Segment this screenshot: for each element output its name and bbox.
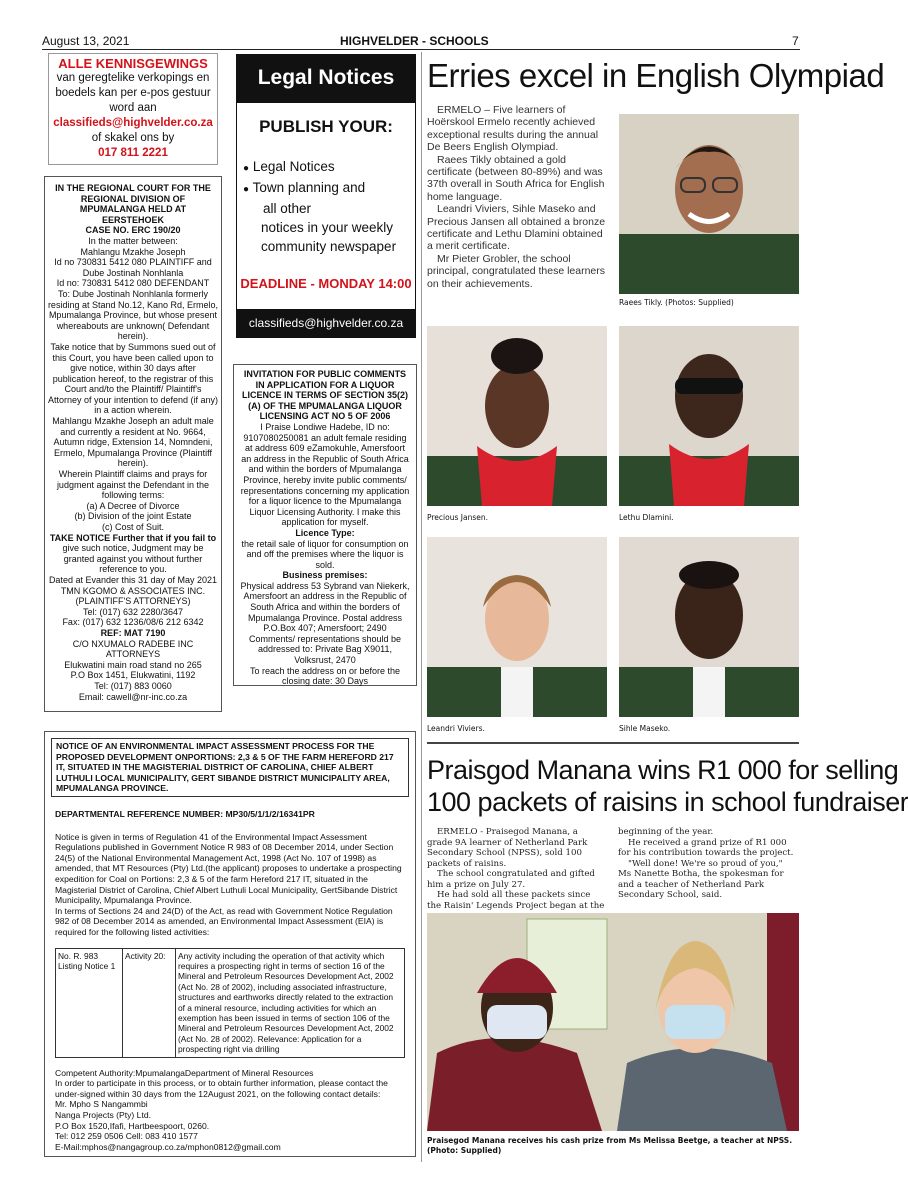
legal-item: notices in your weekly — [261, 220, 394, 235]
notice-line: REF: MAT 7190 — [100, 627, 166, 638]
notice-line: P.O.Box 407; Amersfoort; 2490 — [263, 623, 387, 634]
notice-line: I Praise Londiwe Hadebe, ID no: — [260, 421, 390, 432]
classifieds-phone[interactable]: 017 811 2221 — [98, 147, 168, 159]
eia-body: Notice is given in terms of Regulation 41 of the Environmental Impact Assessment Regulations published in Government Notice R 983 of 08 December 2014, under Section 24(5) of the National Environmental Management Act, 1998 (Act No. 107 of 1998) as amended, that MT Resources (Pty) Ltd.(the applicant) proposes to undertake a prospecting expedition for Coal on Portions: 2,3 & 5 of the farm Hereford 217 IT, situated in the Magisterial District of Carolina, Chief Albert Luthuli Local Municipality, GertSibande District Municipality, Mpumalanga Province. In terms of Sections 24 and 24(D) of the Act, as read with Government Notice Regulation 982 of 08 December 2014 as amended, an Environmental Impact Assessment (EIA) is required for the following listed activities: — [55, 831, 402, 937]
eia-table-activity: Activity 20: — [123, 948, 176, 1057]
article2-headline: Praisgod Manana wins R1 000 for selling 100 packets of raisins in school fundraiser — [427, 755, 908, 817]
notice-line: Competent Authority:MpumalangaDepartment of Mineral Resources — [55, 1067, 314, 1078]
notice-line: an address in the Republic of South Africa — [241, 453, 409, 464]
eia-heading: NOTICE OF AN ENVIRONMENTAL IMPACT ASSESSMENT PROCESS FOR THE PROPOSED DEVELOPMENT ONPORTIONS: 2,3 & 5 OF THE FARM HEREFORD 217 IT, SITUATED IN THE MAGISTERIAL DISTRICT OF CAROLINA, CHIEF ALBERT LUTHULI LOCAL MUNICIPALITY, GERT SIBANDE DISTRICT MUNICIPALITY AREA, MPUMALANGA PROVINCE. — [51, 738, 409, 797]
eia-table-listing: No. R. 983 Listing Notice 1 — [56, 948, 123, 1057]
notice-line: Nanga Projects (Pty) Ltd. — [55, 1109, 152, 1120]
notice-line: Mahlangu Mzakhe Joseph — [80, 246, 186, 257]
notice-line: Comments/ representations should be — [248, 633, 402, 644]
caption-praisegod: Praisegod Manana receives his cash prize from Ms Melissa Beetge, a teacher at NPSS. (Photo: Supplied) — [427, 1136, 793, 1155]
notice-line: Mpumalanga Province. Postal address — [247, 612, 403, 623]
notice-line: In the matter between: — [88, 235, 178, 246]
notice-line: Ermelo, Mpumalanga Province (Plaintiff — [54, 447, 212, 458]
award-photo-image — [427, 913, 799, 1131]
notice-line: judgment against the Defendant in the — [56, 479, 210, 490]
legal-item: all other — [263, 201, 312, 216]
legal-notices-title: Legal Notices — [237, 55, 415, 103]
classifieds-line: boedels kan per e-pos gestuur — [55, 87, 211, 99]
notice-line: Business premises: — [282, 570, 368, 581]
legal-item: ● Town planning and — [243, 180, 366, 195]
notice-line: Id no 730831 5412 080 PLAINTIFF and — [54, 257, 212, 268]
notice-line: give notice, within 30 days after — [70, 363, 196, 374]
portrait-image — [619, 326, 799, 506]
article1-headline: Erries excel in English Olympiad — [427, 57, 885, 94]
eia-table-description: Any activity including the operation of that activity which requires a prospecting right in terms of section 16 of the Mineral and Petroleum Resources Development Act, 2002 (Act No. 28 of 2002), including associated infrastructure, structures and earthworks directly related to the extraction of a mineral resource, including activities for which an exemption has been issued in terms of section 106 of the Mineral and Petroleum Resources Development Act, 2002 (Act No. 28 of 2002). Relevance: Application for a prospecting right via drilling — [176, 948, 405, 1057]
notice-line: Court and/to the Plaintiff/ Plaintiff's — [64, 384, 202, 395]
article1-body: ERMELO – Five learners of Hoërskool Ermelo recently achieved exceptional results during the annual De Beers English Olympiad. Raees Tikly obtained a gold certificate (between 80-89%) and was 37th overall in South Africa for English home language. Leandri Viviers, Sihle Maseko and Precious Jansen all obtained a bronze certificate and Lethu Dlamini obtained a merit certificate. Mr Pieter Grobler, the school principal, congratulated these learners on their achievements. — [427, 104, 606, 290]
notice-line: Mr. Mpho S Nangammbi — [55, 1099, 148, 1110]
court-notice — [44, 176, 222, 712]
caption-sihle: Sihle Maseko. — [619, 724, 671, 733]
notice-line: application for myself. — [281, 517, 369, 528]
notice-line: Tel: 012 259 0506 Cell: 083 410 1577 — [55, 1131, 198, 1142]
notice-line: TAKE NOTICE Further that if you fail to — [49, 532, 217, 543]
notice-line: herein). — [117, 458, 149, 469]
notice-line: and currently a resident at No. 9664, — [60, 426, 206, 437]
liquor-notice — [233, 364, 417, 686]
notice-line: (PLAINTIFF'S ATTORNEYS) — [75, 596, 191, 607]
legal-notices-email[interactable]: classifieds@highvelder.co.za — [237, 309, 415, 337]
classifieds-box — [48, 53, 218, 165]
caption-raees: Raees Tikly. (Photos: Supplied) — [619, 298, 734, 307]
article-divider — [427, 742, 799, 744]
notice-line: reference to you. — [99, 564, 167, 575]
notice-line: granted against you without further — [63, 553, 203, 564]
liquor-body — [234, 422, 416, 687]
notice-line: at address 609 eZamokuhle, Amersfoort — [244, 443, 406, 454]
classifieds-line: of skakel ons by — [91, 132, 175, 144]
notice-line: (c) Cost of Suit. — [101, 522, 164, 532]
notice-line: South Africa and within the borders of — [250, 602, 400, 613]
notice-line: Dube Jostinah Nonhlanla — [82, 267, 184, 278]
notice-line: Wherein Plaintiff claims and prays for — [58, 469, 208, 480]
notice-line: (a) A Decree of Divorce — [86, 500, 180, 511]
notice-line: Fax: (017) 632 1236/08/6 212 6342 — [62, 617, 204, 628]
notice-line: Province, hereby invite public comments/ — [243, 474, 407, 485]
notice-line: To reach the address on or before the — [249, 665, 401, 676]
notice-line: TMN KGOMO & ASSOCIATES INC. — [60, 585, 206, 596]
notice-line: sold. — [315, 559, 335, 570]
notice-line: and within the borders of Mpumalanga — [248, 464, 402, 475]
notice-line: E-Mail:mphos@nangagroup.co.za/mphon0812@gmail.com — [55, 1141, 281, 1152]
photo-praisegod-manana — [427, 913, 799, 1131]
notice-line: Id no: 730831 5412 080 DEFENDANT — [56, 278, 210, 289]
caption-lethu: Lethu Dlamini. — [619, 513, 674, 522]
photo-precious-jansen — [427, 326, 607, 506]
article2-col2: beginning of the year. He received a grand prize of R1 000 for his contribution towards the project. "Well done! We're so proud of you," Ms Nanette Botha, the spokesman for and a teacher of Netherland Park Secondary School, said. — [618, 827, 794, 900]
column-divider — [421, 52, 422, 1162]
classifieds-line: van geregtelike verkopings en — [56, 72, 210, 84]
notice-line: C/O NXUMALO RADEBE INC — [72, 638, 194, 649]
page-number: 7 — [792, 34, 799, 48]
eia-table — [55, 948, 405, 1058]
notice-line: Amersfoort an address in the Republic of — [243, 591, 407, 602]
header-rule — [42, 49, 800, 50]
notice-line: publication hereof, to the registrar of this — [52, 373, 214, 384]
notice-line: this Court, you have been called upon to — [52, 352, 214, 363]
photo-leandri-viviers — [427, 537, 607, 717]
court-body — [45, 236, 221, 702]
notice-line: Mahlangu Mzakhe Joseph an adult male — [52, 416, 214, 427]
deadline-text: DEADLINE - MONDAY 14:00 — [240, 276, 412, 291]
notice-line: To: Dube Jostinah Nonhlanla formerly — [57, 288, 209, 299]
notice-line: Dated at Evander this 31 day of May 2021 — [48, 574, 218, 585]
court-heading: IN THE REGIONAL COURT FOR THE REGIONAL DIVISION OF MPUMALANGA HELD AT EERSTEHOEK CASE NO. ERC 190/20 — [55, 183, 211, 236]
portrait-image — [427, 326, 607, 506]
photo-lethu-dlamini — [619, 326, 799, 506]
eia-reference: DEPARTMENTAL REFERENCE NUMBER: MP30/5/1/1/2/16341PR — [55, 808, 315, 819]
notice-line: under-signed within 30 days from the 12August 2021, on the following contact details: — [55, 1088, 381, 1099]
portrait-image — [619, 537, 799, 717]
notice-line: (b) Division of the joint Estate — [74, 511, 192, 522]
notice-line: addressed to: Private Bag X9011, — [258, 644, 392, 655]
notice-line: Email: cawell@nr-inc.co.za — [78, 691, 188, 702]
eia-footer — [55, 1068, 405, 1153]
eia-notice — [44, 731, 416, 1157]
notice-line: residing at Stand No.12, Kano Rd, Ermelo, — [47, 299, 219, 310]
notice-line: Elukwatini main road stand no 265 — [64, 659, 202, 670]
classifieds-line: word aan — [109, 102, 157, 114]
article2-col1: ERMELO - Praisegod Manana, a grade 9A learner of Netherland Park Secondary School (NPSS), sold 100 packets of raisins. The school congratulated and gifted him a prize on July 27. He had sold all these packets since the Raisin' Legends Project began at the — [427, 827, 605, 911]
issue-date: August 13, 2021 — [42, 34, 130, 48]
notice-line: the retail sale of liquor for consumption on — [241, 538, 409, 549]
notice-line: Take notice that by Summons sued out of — [50, 341, 216, 352]
legal-item: ● Legal Notices — [243, 159, 335, 174]
portrait-image — [619, 114, 799, 294]
legal-notices-ad — [236, 54, 416, 338]
notice-line: herein). — [117, 331, 149, 342]
notice-line: representations concerning my application — [240, 485, 410, 496]
notice-line: and off the premises where the liquor is — [246, 549, 404, 560]
liquor-heading: INVITATION FOR PUBLIC COMMENTS IN APPLICATION FOR A LIQUOR LICENCE IN TERMS OF SECTION 35(2) (A) OF THE MPUMALANGA LIQUOR LICENSING ACT NO 5 OF 2006 — [241, 369, 409, 422]
notice-line: 9107080250081 an adult female residing — [243, 432, 407, 443]
notice-line: Mpumalanga Province, but whose present — [48, 310, 218, 321]
notice-line: P.O Box 1451, Elukwatini, 1192 — [70, 670, 196, 681]
notice-line: Tel: (017) 883 0060 — [94, 680, 172, 691]
notice-line: following terms: — [101, 490, 165, 501]
photo-raees-tikly — [619, 114, 799, 294]
caption-leandri: Leandri Viviers. — [427, 724, 485, 733]
portrait-image — [427, 537, 607, 717]
notice-line: Licence Type: — [295, 527, 355, 538]
notice-line: Physical address 53 Sybrand van Niekerk, — [240, 580, 410, 591]
section-title: HIGHVELDER - SCHOOLS — [340, 34, 489, 48]
notice-line: Volksrust, 2470 — [294, 655, 356, 666]
classifieds-email[interactable]: classifieds@highvelder.co.za — [53, 117, 213, 129]
notice-line: in a action wherein. — [94, 405, 172, 416]
legal-item: community newspaper — [261, 239, 397, 254]
notice-line: Autumn ridge, Extension 14, Nomndeni, — [53, 437, 213, 448]
notice-line: In order to participate in this process, or to obtain further information, please contact the — [55, 1078, 388, 1089]
caption-precious: Precious Jansen. — [427, 513, 488, 522]
notice-line: give such notice, Judgment may be — [62, 543, 204, 554]
notice-line: P.O Box 1520,Ifafi, Hartbeespoort, 0260. — [55, 1120, 210, 1131]
notice-line: Liquor Licensing Authority. I make this — [249, 506, 401, 517]
classifieds-title: ALLE KENNISGEWINGS — [58, 56, 208, 71]
notice-line: ATTORNEYS — [105, 649, 161, 660]
notice-line: Attorney of your intention to defend (if any) — [47, 394, 219, 405]
notice-line: whereabouts are unknown( Defendant — [56, 320, 210, 331]
photo-sihle-maseko — [619, 537, 799, 717]
notice-line: for a liquor licence to the Mpumalanga — [248, 496, 402, 507]
notice-line: Tel: (017) 632 2280/3647 — [82, 606, 184, 617]
publish-heading: PUBLISH YOUR: — [259, 117, 393, 136]
notice-line: closing date: 30 Days — [281, 676, 369, 687]
